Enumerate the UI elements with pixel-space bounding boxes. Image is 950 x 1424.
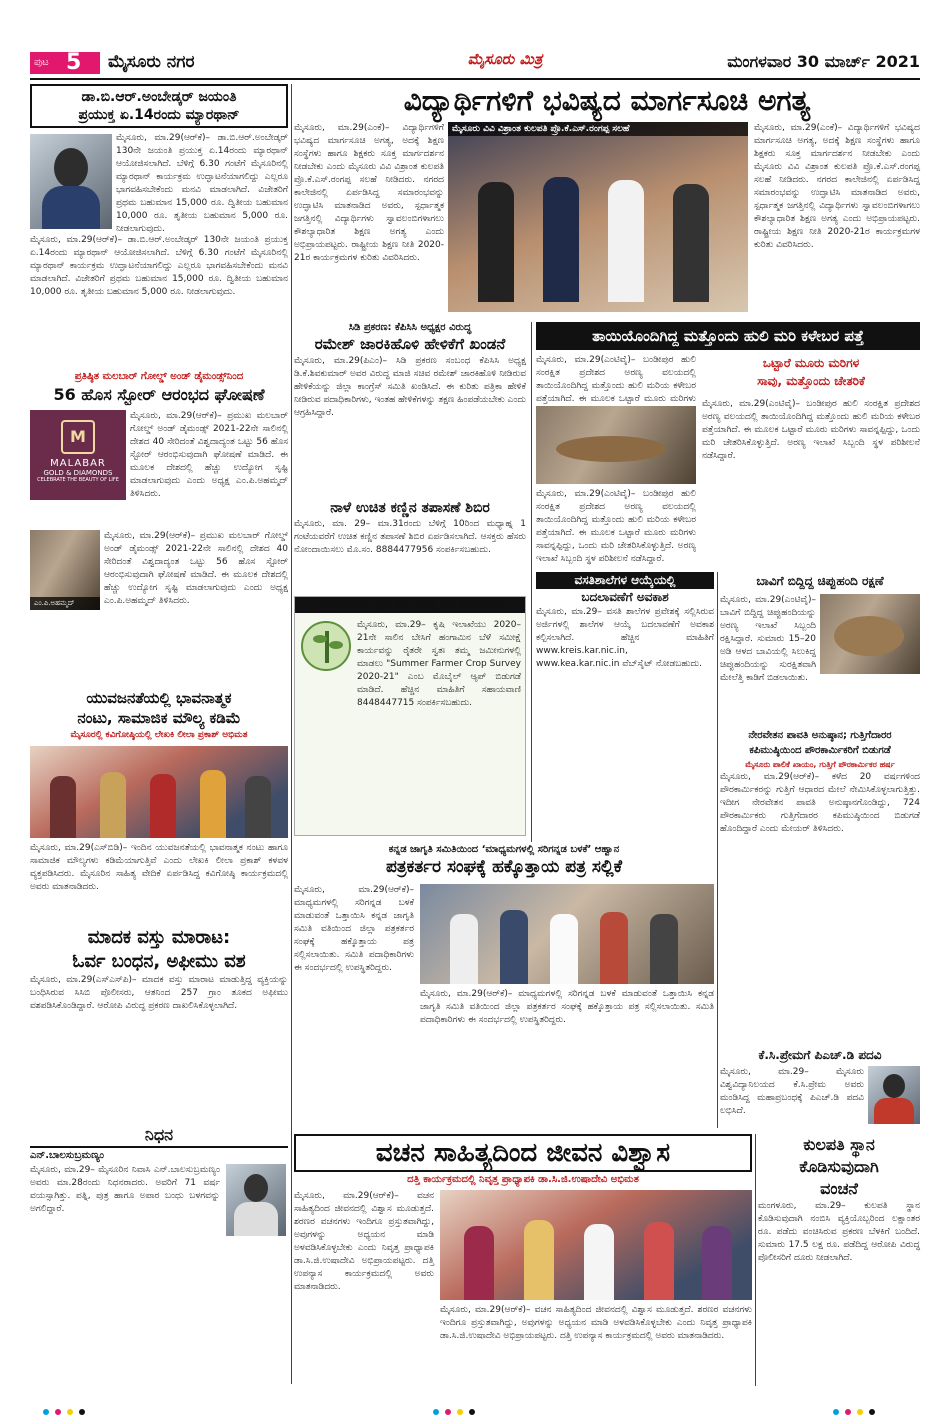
ambedkar-title-line1: ಡಾ.ಬಿ.ಆರ್.ಅಂಬೇಡ್ಕರ್ ಜಯಂತಿ (81, 89, 237, 105)
leopard-headline-bar (536, 322, 920, 350)
crop-survey-article (294, 596, 526, 836)
arrest-article (30, 926, 288, 1116)
youth-headline-line2: ನಂಟು, ಸಾಮಾಜಿಕ ಮೌಲ್ಯ ಕಡಿಮೆ (77, 709, 241, 727)
ambedkar-body: ಮೈಸೂರು, ಮಾ.29(ಆರ್‌ಕೆ)– ಡಾ.ಬಿ.ಆರ್.ಅಂಬೇಡ್ಕರ್ 130ನೇ ಜಯಂತಿ ಪ್ರಯುಕ್ತ ಏ.14ರಂದು ಮ್ಯಾರಥಾನ್ ಆಯೋಜಿಸಲಾಗಿದೆ. ಬೆಳಿಗ್ಗೆ 6.30 ಗಂಟೆಗೆ ಮೈಸೂರಿನಲ್ಲಿ ಮ್ಯಾರಥಾನ್ ಕಾರ್ಯಕ್ರಮ ಉದ್ಘಾಟನೆಯಾಗಲಿದ್ದು ಎಲ್ಲರೂ ಭಾಗವಹಿಸಬೇಕೆಂದು ಮನವಿ ಮಾಡಲಾಗಿದೆ. ವಿಜೇತರಿಗೆ ಪ್ರಥಮ ಬಹುಮಾನ 15,000 ರೂ. ದ್ವಿತೀಯ ಬಹುಮಾನ 10,000 ರೂ. ತೃತೀಯ ಬಹುಮಾನ 5,000 ರೂ. ನೀಡಲಾಗುವುದು. (116, 133, 288, 234)
registration-marks-right (830, 1400, 950, 1410)
arrest-headline-line1: ಮಾದಕ ವಸ್ತು ಮಾರಾಟ: (87, 927, 231, 948)
masthead (30, 48, 920, 78)
lead-article (294, 84, 920, 316)
eye-camp-article (294, 498, 526, 590)
malabar-body-continued: ಮೈಸೂರು, ಮಾ.29(ಆರ್‌ಕೆ)– ಪ್ರಮುಖ ಮಲಬಾರ್ ಗೋಲ್ಡ್ ಅಂಡ್ ಡೈಮಂಡ್ಸ್ 2021-22ನೇ ಸಾಲಿನಲ್ಲಿ ದೇಶದ 40 ಸೇರಿದಂತೆ ವಿಶ್ವದಾದ್ಯಂತ ಒಟ್ಟು 56 ಹೊಸ ಸ್ಟೋರ್ ಆರಂಭಿಸುವುದಾಗಿ ಘೋಷಣೆ ಮಾಡಿದೆ. ಈ ಮೂಲಕ ದೇಶದಲ್ಲಿ ಹೆಚ್ಚು ಉದ್ಯೋಗ ಸೃಷ್ಟಿ ಮಾಡಲಾಗುವುದು ಎಂದು ಅಧ್ಯಕ್ಷ ಎಂ.ಪಿ.ಅಹಮ್ಮದ್ ತಿಳಿಸಿದರು. (104, 531, 288, 606)
vachana-photo (440, 1190, 752, 1300)
malabar-logo-tagline: CELEBRATE THE BEAUTY OF LIFE (37, 477, 119, 483)
crop-survey-headline: ಬೆಳೆಗೆ ಹಂಗಾಮು ರೈತರ ಬೆಳೆ ಸಮೀಕ್ಷೆ ಆಪ್ ಡೌನ್‌ಲೋಡ್ (295, 597, 525, 613)
column-rule (291, 84, 292, 1384)
paper-name: ಮೈಸೂರು ಮಿತ್ರ (467, 50, 543, 68)
eye-camp-body: ಮೈಸೂರು, ಮಾ. 29– ಮಾ.31ರಂದು ಬೆಳಿಗ್ಗೆ 10ರಿಂದ ಮಧ್ಯಾಹ್ನ 1 ಗಂಟೆಯವರೆಗೆ ಉಚಿತ ಕಣ್ಣಿನ ತಪಾಸಣೆ ಶಿಬಿರ ಏರ್ಪಡಿಸಲಾಗಿದೆ. ಆಸಕ್ತರು ಹೆಸರು ನೋಂದಾಯಿಸಲು ಮೊ.ಸಂ. 8884477956 ಸಂಪರ್ಕಿಸಬಹುದು. (294, 519, 526, 555)
leopard-side-head-line2: ಸಾವು, ಮತ್ತೊಂದು ಚೇತರಿಕೆ (757, 374, 865, 388)
reservation-article (536, 572, 714, 838)
arrest-headline-line2: ಓರ್ವ ಬಂಧನ, ಅಫೀಮು ವಶ (72, 951, 246, 972)
leopard-headline: ತಾಯಿಯೊಂದಿಗಿದ್ದ ಮತ್ತೊಂದು ಹುಲಿ ಮರಿ ಕಳೇಬರ ಪತ್ತೆ (592, 327, 864, 345)
ambedkar-portrait (30, 134, 112, 229)
phd-headline: ಕೆ.ಸಿ.ಪ್ರೇಮಗೆ ಪಿಎಚ್.ಡಿ ಪದವಿ (758, 1048, 882, 1062)
malabar-kicker: ಪ್ರತಿಷ್ಠಿತ ಮಲಬಾರ್ ಗೋಲ್ಡ್ ಅಂಡ್ ಡೈಮಂಡ್ಸ್‌ನಿಂದ (74, 371, 244, 382)
pangolin-photo (820, 594, 920, 674)
pangolin-article (720, 572, 920, 722)
vachana-headline: ವಚನ ಸಾಹಿತ್ಯದಿಂದ ಜೀವನ ವಿಶ್ವಾಸ (375, 1138, 671, 1168)
pangolin-headline: ಬಾವಿಗೆ ಬಿದ್ದಿದ್ದ ಚಿಪ್ಪುಹಂದಿ ರಕ್ಷಣೆ (756, 574, 884, 588)
pourakarmika-article (720, 728, 920, 1038)
registration-marks-center (430, 1400, 550, 1410)
crop-survey-body: ಮೈಸೂರು, ಮಾ.29– ಕೃಷಿ ಇಲಾಖೆಯು 2020–21ನೇ ಸಾಲಿನ ಬೇಸಿಗೆ ಹಂಗಾಮಿನ ಬೆಳೆ ಸಮೀಕ್ಷೆ ಕಾರ್ಯವನ್ನು ರೈತರೇ ಸ್ವತಃ ತಮ್ಮ ಜಮೀನುಗಳಲ್ಲಿ ಮಾಡಲು "Summer Farmer Crop Survey 2020-21" ಎಂಬ ಮೊಬೈಲ್ ಆ್ಯಪ್ ಬಿಡುಗಡೆ ಮಾಡಿದೆ. ಹೆಚ್ಚಿನ ಮಾಹಿತಿಗೆ ಸಹಾಯವಾಣಿ 8448447715 ಸಂಪರ್ಕಿಸಬಹುದು. (357, 620, 521, 708)
reservation-headline-line2: ಬದಲಾವಣೆಗೆ ಅವಕಾಶ (581, 590, 669, 604)
pourakarmika-headline-line2: ಕಪಿಮುಷ್ಠಿಯಿಂದ ಪೌರಕಾರ್ಮಿಕರಿಗೆ ಬಿಡುಗಡೆ (749, 745, 891, 756)
column-rule (755, 1134, 756, 1386)
reservation-headline-line1: ವಸತಿಶಾಲೆಗಳ ಆಯ್ಕೆಯಲ್ಲಿ (536, 572, 714, 589)
obituary-body: ಮೈಸೂರು, ಮಾ.29– ಮೈಸೂರಿನ ನಿವಾಸಿ ಎನ್.ಬಾಲಸುಬ್ರಮಣ್ಯಂ ಅವರು ಮಾ.28ರಂದು ನಿಧನರಾದರು. ಅವರಿಗೆ 71 ವರ್ಷ ವಯಸ್ಸಾಗಿತ್ತು. ಪತ್ನಿ, ಪುತ್ರ ಹಾಗೂ ಅಪಾರ ಬಂಧು ಬಳಗವನ್ನು ಅಗಲಿದ್ದಾರೆ. (30, 1165, 220, 1214)
reservation-body: ಮೈಸೂರು, ಮಾ.29– ವಸತಿ ಶಾಲೆಗಳ ಪ್ರವೇಶಕ್ಕೆ ಸಲ್ಲಿಸಿರುವ ಅರ್ಜಿಗಳಲ್ಲಿ ಶಾಲೆಗಳ ಆಯ್ಕೆ ಬದಲಾವಣೆಗೆ ಅವಕಾಶ ಕಲ್ಪಿಸಲಾಗಿದೆ. ಹೆಚ್ಚಿನ ಮಾಹಿತಿಗೆ www.kreis.kar.nic.in, www.kea.kar.nic.in ವೆಬ್‌ಸೈಟ್ ನೋಡಬಹುದು. (536, 607, 714, 669)
vachana-headline-box (294, 1134, 752, 1172)
vachana-body-left: ಮೈಸೂರು, ಮಾ.29(ಆರ್‌ಕೆ)– ವಚನ ಸಾಹಿತ್ಯದಿಂದ ಜೀವನದಲ್ಲಿ ವಿಶ್ವಾಸ ಮೂಡುತ್ತದೆ. ಶರಣರ ವಚನಗಳು ಇಂದಿಗೂ ಪ್ರಸ್ತುತವಾಗಿದ್ದು, ಅವುಗಳನ್ನು ಅಧ್ಯಯನ ಮಾಡಿ ಅಳವಡಿಸಿಕೊಳ್ಳಬೇಕು ಎಂದು ನಿವೃತ್ತ ಪ್ರಾಧ್ಯಾಪಕಿ ಡಾ.ಸಿ.ಜಿ.ಉಷಾದೇವಿ ಅಭಿಪ್ರಾಯಪಟ್ಟರು. ದತ್ತಿ ಉಪನ್ಯಾಸ ಕಾರ್ಯಕ್ರಮದಲ್ಲಿ ಅವರು ಮಾತನಾಡಿದರು. (294, 1191, 434, 1292)
column-rule (531, 322, 532, 842)
phd-portrait (868, 1066, 920, 1124)
malabar-portrait (30, 530, 100, 610)
press-union-article (294, 844, 714, 1064)
vice-chancellor-article (758, 1134, 920, 1386)
lead-photo-caption: ಮೈಸೂರು ವಿವಿ ವಿಶ್ರಾಂತ ಕುಲಪತಿ ಪ್ರೊ.ಕೆ.ಎಸ್.ರಂಗಪ್ಪ ಸಲಹೆ (448, 122, 748, 136)
malabar-logo-line2: GOLD & DIAMONDS (43, 469, 113, 477)
youth-subhead: ಮೈಸೂರಲ್ಲಿ ಕವಿಗೋಷ್ಠಿಯಲ್ಲಿ ಲೇಖಕಿ ಲೀಲಾ ಪ್ರಕಾಶ್ ಅಭಿಮತ (70, 730, 248, 740)
youth-article (30, 688, 288, 918)
youth-body: ಮೈಸೂರು, ಮಾ.29(ಎಸ್‌ಬಿಡಿ)– ಇಂದಿನ ಯುವಜನತೆಯಲ್ಲಿ ಭಾವನಾತ್ಮಕ ನಂಟು ಹಾಗೂ ಸಾಮಾಜಿಕ ಮೌಲ್ಯಗಳು ಕಡಿಮೆಯಾಗುತ್ತಿವೆ ಎಂದು ಲೇಖಕಿ ಲೀಲಾ ಪ್ರಕಾಶ್ ಕಳವಳ ವ್ಯಕ್ತಪಡಿಸಿದರು. ಮೈಸೂರಿನ ಸಾಹಿತ್ಯ ವೇದಿಕೆ ಏರ್ಪಡಿಸಿದ್ದ ಕವಿಗೋಷ್ಠಿ ಕಾರ್ಯಕ್ರಮದಲ್ಲಿ ಅವರು ಮಾತನಾಡಿದರು. (30, 843, 288, 892)
vice-chancellor-headline-line1: ಕುಲಪತಿ ಸ್ಥಾನ (803, 1135, 875, 1154)
malabar-headline: 56 ಹೊಸ ಸ್ಟೋರ್ ಆರಂಭದ ಘೋಷಣೆ (53, 385, 265, 404)
page-number: 5 (66, 50, 82, 75)
malabar-portrait-caption: ಎಂ.ಪಿ.ಅಹಮ್ಮದ್ (30, 597, 100, 610)
leopard-body-middle: ಮೈಸೂರು, ಮಾ.29(ಎಂಟಿವೈ)– ಬಂಡೀಪುರ ಹುಲಿ ಸಂರಕ್ಷಿತ ಪ್ರದೇಶದ ಅರಣ್ಯ ವಲಯದಲ್ಲಿ ತಾಯಿಯೊಂದಿಗಿದ್ದ ಮತ್ತೊಂದು ಹುಲಿ ಮರಿಯ ಕಳೇಬರ ಪತ್ತೆಯಾಗಿದೆ. ಈ ಮೂಲಕ ಒಟ್ಟಾರೆ ಮೂರು ಮರಿಗಳು ಸಾವನ್ನಪ್ಪಿದ್ದು, ಒಂದು ಮರಿ ಚೇತರಿಸಿಕೊಳ್ಳುತ್ತಿದೆ. ಅರಣ್ಯ ಇಲಾಖೆ ಸಿಬ್ಬಂದಿ ಸ್ಥಳ ಪರಿಶೀಲನೆ ನಡೆಸಿದ್ದಾರೆ. (536, 489, 696, 564)
lead-headline: ವಿದ್ಯಾರ್ಥಿಗಳಿಗೆ ಭವಿಷ್ಯದ ಮಾರ್ಗಸೂಚಿ ಅಗತ್ಯ (403, 84, 811, 117)
malabar-logo: M MALABAR GOLD & DIAMONDS CELEBRATE THE BEAUTY OF LIFE (30, 410, 126, 500)
press-union-body-left: ಮೈಸೂರು, ಮಾ.29(ಆರ್‌ಕೆ)– ಮಾಧ್ಯಮಗಳಲ್ಲಿ ಸರಿಗನ್ನಡ ಬಳಕೆ ಮಾಡುವಂತೆ ಒತ್ತಾಯಿಸಿ ಕನ್ನಡ ಜಾಗೃತಿ ಸಮಿತಿ ವತಿಯಿಂದ ಜಿಲ್ಲಾ ಪತ್ರಕರ್ತರ ಸಂಘಕ್ಕೆ ಹಕ್ಕೊತ್ತಾಯ ಪತ್ರ ಸಲ್ಲಿಸಲಾಯಿತು. ಸಮಿತಿ ಪದಾಧಿಕಾರಿಗಳು ಈ ಸಂದರ್ಭದಲ್ಲಿ ಉಪಸ್ಥಿತರಿದ್ದರು. (294, 885, 414, 973)
press-union-photo (420, 884, 714, 984)
crop-survey-icon (301, 621, 351, 671)
vachana-subhead: ದತ್ತಿ ಕಾರ್ಯಕ್ರಮದಲ್ಲಿ ನಿವೃತ್ತ ಪ್ರಾಧ್ಯಾಪಕಿ ಡಾ.ಸಿ.ಜಿ.ಉಷಾದೇವಿ ಅಭಿಮತ (407, 1174, 639, 1185)
ambedkar-title-line2: ಪ್ರಯುಕ್ತ ಏ.14ರಂದು ಮ್ಯಾರಥಾನ್ (78, 107, 240, 123)
section-title: ಮೈಸೂರು ನಗರ (108, 52, 195, 72)
obituary-name: ಎನ್.ಬಾಲಸುಬ್ರಮಣ್ಯಂ (30, 1150, 104, 1161)
ambedkar-body-continued: ಮೈಸೂರು, ಮಾ.29(ಆರ್‌ಕೆ)– ಡಾ.ಬಿ.ಆರ್.ಅಂಬೇಡ್ಕರ್ 130ನೇ ಜಯಂತಿ ಪ್ರಯುಕ್ತ ಏ.14ರಂದು ಮ್ಯಾರಥಾನ್ ಆಯೋಜಿಸಲಾಗಿದೆ. ಬೆಳಿಗ್ಗೆ 6.30 ಗಂಟೆಗೆ ಮೈಸೂರಿನಲ್ಲಿ ಮ್ಯಾರಥಾನ್ ಕಾರ್ಯಕ್ರಮ ಉದ್ಘಾಟನೆಯಾಗಲಿದ್ದು ಎಲ್ಲರೂ ಭಾಗವಹಿಸಬೇಕೆಂದು ಮನವಿ ಮಾಡಲಾಗಿದೆ. ವಿಜೇತರಿಗೆ ಪ್ರಥಮ ಬಹುಮಾನ 15,000 ರೂ. ದ್ವಿತೀಯ ಬಹುಮಾನ 10,000 ರೂ. ತೃತೀಯ ಬಹುಮಾನ 5,000 ರೂ. ನೀಡಲಾಗುವುದು. (30, 235, 288, 297)
page-label: ಪುಟ (34, 57, 49, 68)
youth-photo (30, 746, 288, 838)
pangolin-body: ಮೈಸೂರು, ಮಾ.29(ಎಂಟಿವೈ)– ಬಾವಿಗೆ ಬಿದ್ದಿದ್ದ ಚಿಪ್ಪುಹಂದಿಯನ್ನು ಅರಣ್ಯ ಇಲಾಖೆ ಸಿಬ್ಬಂದಿ ರಕ್ಷಿಸಿದ್ದಾರೆ. ಸುಮಾರು 15–20 ಅಡಿ ಆಳದ ಬಾವಿಯಲ್ಲಿ ಸಿಲುಕಿದ್ದ ಚಿಪ್ಪುಹಂದಿಯನ್ನು ಸುರಕ್ಷಿತವಾಗಿ ಮೇಲೆತ್ತಿ ಕಾಡಿಗೆ ಬಿಡಲಾಯಿತು. (720, 595, 816, 683)
lead-photo (448, 122, 748, 312)
ambedkar-article (30, 84, 288, 362)
youth-headline-line1: ಯುವಜನತೆಯಲ್ಲಿ ಭಾವನಾತ್ಮಕ (86, 689, 232, 707)
leopard-article (536, 354, 920, 564)
pourakarmika-headline-line1: ನೇರವೇತನ ಪಾವತಿ ಅನುಷ್ಠಾನ; ಗುತ್ತಿಗೆದಾರರ (748, 730, 892, 741)
vachana-body-right: ಮೈಸೂರು, ಮಾ.29(ಆರ್‌ಕೆ)– ವಚನ ಸಾಹಿತ್ಯದಿಂದ ಜೀವನದಲ್ಲಿ ವಿಶ್ವಾಸ ಮೂಡುತ್ತದೆ. ಶರಣರ ವಚನಗಳು ಇಂದಿಗೂ ಪ್ರಸ್ತುತವಾಗಿದ್ದು, ಅವುಗಳನ್ನು ಅಧ್ಯಯನ ಮಾಡಿ ಅಳವಡಿಸಿಕೊಳ್ಳಬೇಕು ಎಂದು ನಿವೃತ್ತ ಪ್ರಾಧ್ಯಾಪಕಿ ಡಾ.ಸಿ.ಜಿ.ಉಷಾದೇವಿ ಅಭಿಪ್ರಾಯಪಟ್ಟರು. ದತ್ತಿ ಉಪನ್ಯಾಸ ಕಾರ್ಯಕ್ರಮದಲ್ಲಿ ಅವರು ಮಾತನಾಡಿದರು. (440, 1305, 752, 1341)
press-union-kicker: ಕನ್ನಡ ಜಾಗೃತಿ ಸಮಿತಿಯಿಂದ ‘ಮಾಧ್ಯಮಗಳಲ್ಲಿ ಸರಿಗನ್ನಡ ಬಳಕೆ’ ಆಹ್ವಾನ (388, 844, 620, 855)
leopard-photo (536, 406, 696, 484)
arrest-body: ಮೈಸೂರು, ಮಾ.29(ಎಸ್‌ಎಸ್‌ಪಿ)– ಮಾದಕ ವಸ್ತು ಮಾರಾಟ ಮಾಡುತ್ತಿದ್ದ ವ್ಯಕ್ತಿಯನ್ನು ಬಂಧಿಸಿರುವ ಸಿಸಿಬಿ ಪೊಲೀಸರು, ಆತನಿಂದ 257 ಗ್ರಾಂ ತೂಕದ ಅಫೀಮು ವಶಪಡಿಸಿಕೊಂಡಿದ್ದಾರೆ. ಆರೋಪಿ ವಿರುದ್ಧ ಪ್ರಕರಣ ದಾಖಲಿಸಿಕೊಳ್ಳಲಾಗಿದೆ. (30, 975, 288, 1011)
column-rule (717, 572, 718, 1128)
obituary-portrait (226, 1164, 286, 1236)
ramesh-article (294, 322, 526, 492)
press-union-body-right: ಮೈಸೂರು, ಮಾ.29(ಆರ್‌ಕೆ)– ಮಾಧ್ಯಮಗಳಲ್ಲಿ ಸರಿಗನ್ನಡ ಬಳಕೆ ಮಾಡುವಂತೆ ಒತ್ತಾಯಿಸಿ ಕನ್ನಡ ಜಾಗೃತಿ ಸಮಿತಿ ವತಿಯಿಂದ ಜಿಲ್ಲಾ ಪತ್ರಕರ್ತರ ಸಂಘಕ್ಕೆ ಹಕ್ಕೊತ್ತಾಯ ಪತ್ರ ಸಲ್ಲಿಸಲಾಯಿತು. ಸಮಿತಿ ಪದಾಧಿಕಾರಿಗಳು ಈ ಸಂದರ್ಭದಲ್ಲಿ ಉಪಸ್ಥಿತರಿದ್ದರು. (420, 989, 714, 1025)
leopard-side-head-line1: ಒಟ್ಟಾರೆ ಮೂರು ಮರಿಗಳ (762, 356, 860, 370)
vice-chancellor-headline-line2: ಕೊಡಿಸುವುದಾಗಿ (799, 1157, 879, 1176)
ramesh-headline: ರಮೇಶ್ ಜಾರಕಿಹೊಳಿ ಹೇಳಿಕೆಗೆ ಖಂಡನೆ (314, 335, 506, 353)
vice-chancellor-headline-line3: ವಂಚನೆ (820, 1179, 858, 1198)
vice-chancellor-body: ಮಂಗಳೂರು, ಮಾ.29– ಕುಲಪತಿ ಸ್ಥಾನ ಕೊಡಿಸುವುದಾಗಿ ನಂಬಿಸಿ ವ್ಯಕ್ತಿಯೊಬ್ಬರಿಂದ ಲಕ್ಷಾಂತರ ರೂ. ಪಡೆದು ವಂಚಿಸಿರುವ ಪ್ರಕರಣ ಬೆಳಕಿಗೆ ಬಂದಿದೆ. ಸುಮಾರು 17.5 ಲಕ್ಷ ರೂ. ಪಡೆದಿದ್ದ ಆರೋಪಿ ವಿರುದ್ಧ ಪೊಲೀಸರಿಗೆ ದೂರು ನೀಡಲಾಗಿದೆ. (758, 1201, 920, 1263)
leopard-body-left: ಮೈಸೂರು, ಮಾ.29(ಎಂಟಿವೈ)– ಬಂಡೀಪುರ ಹುಲಿ ಸಂರಕ್ಷಿತ ಪ್ರದೇಶದ ಅರಣ್ಯ ವಲಯದಲ್ಲಿ ತಾಯಿಯೊಂದಿಗಿದ್ದ ಮತ್ತೊಂದು ಹುಲಿ ಮರಿಯ ಕಳೇಬರ ಪತ್ತೆಯಾಗಿದೆ. ಈ ಮೂಲಕ ಒಟ್ಟಾರೆ ಮೂರು ಮರಿಗಳು (536, 355, 696, 404)
date-line: ಮಂಗಳವಾರ 30 ಮಾರ್ಚ್ 2021 (727, 52, 920, 71)
phd-body: ಮೈಸೂರು, ಮಾ.29– ಮೈಸೂರು ವಿಶ್ವವಿದ್ಯಾನಿಲಯದ ಕೆ.ಸಿ.ಪ್ರೇಮ ಅವರು ಮಂಡಿಸಿದ್ದ ಮಹಾಪ್ರಬಂಧಕ್ಕೆ ಪಿಎಚ್.ಡಿ ಪದವಿ ಲಭಿಸಿದೆ. (720, 1067, 864, 1116)
ambedkar-headline (30, 84, 288, 128)
malabar-article (30, 370, 288, 680)
page-number-tab (30, 52, 100, 74)
obituary-article (30, 1124, 288, 1384)
registration-marks-left (40, 1400, 160, 1410)
ramesh-kicker: ಸಿಡಿ ಪ್ರಕರಣ: ಕೆಪಿಸಿಸಿ ಅಧ್ಯಕ್ಷರ ವಿರುದ್ಧ (348, 322, 472, 333)
obituary-header: ನಿಧನ (30, 1124, 288, 1148)
leopard-side-head (702, 354, 920, 394)
masthead-rule (30, 78, 920, 80)
phd-article (720, 1046, 920, 1126)
lead-body-left: ಮೈಸೂರು, ಮಾ.29(ಎಂಕೆ)– ವಿದ್ಯಾರ್ಥಿಗಳಿಗೆ ಭವಿಷ್ಯದ ಮಾರ್ಗಸೂಚಿ ಅಗತ್ಯ, ಅದಕ್ಕೆ ಶಿಕ್ಷಣ ಸಂಸ್ಥೆಗಳು ಹಾಗೂ ಶಿಕ್ಷಕರು ಸೂಕ್ತ ಮಾರ್ಗದರ್ಶನ ನೀಡಬೇಕು ಎಂದು ಮೈಸೂರು ವಿವಿ ವಿಶ್ರಾಂತ ಕುಲಪತಿ ಪ್ರೊ.ಕೆ.ಎಸ್.ರಂಗಪ್ಪ ಸಲಹೆ ನೀಡಿದರು. ನಗರದ ಕಾಲೇಜಿನಲ್ಲಿ ಏರ್ಪಡಿಸಿದ್ದ ಸಮಾರಂಭವನ್ನು ಉದ್ಘಾಟಿಸಿ ಮಾತನಾಡಿದ ಅವರು, ಸ್ಪರ್ಧಾತ್ಮಕ ಜಗತ್ತಿನಲ್ಲಿ ವಿದ್ಯಾರ್ಥಿಗಳು ಸ್ವಾವಲಂಬಿಗಳಾಗಲು ಕೌಶಲ್ಯಾಧಾರಿತ ಶಿಕ್ಷಣ ಅಗತ್ಯ ಎಂದು ಅಭಿಪ್ರಾಯಪಟ್ಟರು. ರಾಷ್ಟ್ರೀಯ ಶಿಕ್ಷಣ ನೀತಿ 2020-21ರ ಕಾರ್ಯಕ್ರಮಗಳ ಕುರಿತು ವಿವರಿಸಿದರು. (294, 123, 444, 263)
leopard-body-right: ಮೈಸೂರು, ಮಾ.29(ಎಂಟಿವೈ)– ಬಂಡೀಪುರ ಹುಲಿ ಸಂರಕ್ಷಿತ ಪ್ರದೇಶದ ಅರಣ್ಯ ವಲಯದಲ್ಲಿ ತಾಯಿಯೊಂದಿಗಿದ್ದ ಮತ್ತೊಂದು ಹುಲಿ ಮರಿಯ ಕಳೇಬರ ಪತ್ತೆಯಾಗಿದೆ. ಈ ಮೂಲಕ ಒಟ್ಟಾರೆ ಮೂರು ಮರಿಗಳು ಸಾವನ್ನಪ್ಪಿದ್ದು, ಒಂದು ಮರಿ ಚೇತರಿಸಿಕೊಳ್ಳುತ್ತಿದೆ. ಅರಣ್ಯ ಇಲಾಖೆ ಸಿಬ್ಬಂದಿ ಸ್ಥಳ ಪರಿಶೀಲನೆ ನಡೆಸಿದ್ದಾರೆ. (702, 399, 920, 461)
pourakarmika-body: ಮೈಸೂರು, ಮಾ.29(ಆರ್‌ಕೆ)– ಕಳೆದ 20 ವರ್ಷಗಳಿಂದ ಪೌರಕಾರ್ಮಿಕರನ್ನು ಗುತ್ತಿಗೆ ಆಧಾರದ ಮೇಲೆ ನೇಮಿಸಿಕೊಳ್ಳಲಾಗುತ್ತಿತ್ತು. ಇದೀಗ ನೇರವೇತನ ಪಾವತಿ ಅನುಷ್ಠಾನಗೊಂಡಿದ್ದು, 724 ಪೌರಕಾರ್ಮಿಕರು ಗುತ್ತಿಗೆದಾರರ ಕಪಿಮುಷ್ಠಿಯಿಂದ ಬಿಡುಗಡೆ ಹೊಂದಿದ್ದಾರೆ ಎಂದು ಮೇಯರ್ ತಿಳಿಸಿದರು. (720, 772, 920, 834)
malabar-body: ಮೈಸೂರು, ಮಾ.29(ಆರ್‌ಕೆ)– ಪ್ರಮುಖ ಮಲಬಾರ್ ಗೋಲ್ಡ್ ಅಂಡ್ ಡೈಮಂಡ್ಸ್ 2021-22ನೇ ಸಾಲಿನಲ್ಲಿ ದೇಶದ 40 ಸೇರಿದಂತೆ ವಿಶ್ವದಾದ್ಯಂತ ಒಟ್ಟು 56 ಹೊಸ ಸ್ಟೋರ್ ಆರಂಭಿಸುವುದಾಗಿ ಘೋಷಣೆ ಮಾಡಿದೆ. ಈ ಮೂಲಕ ದೇಶದಲ್ಲಿ ಹೆಚ್ಚು ಉದ್ಯೋಗ ಸೃಷ್ಟಿ ಮಾಡಲಾಗುವುದು ಎಂದು ಅಧ್ಯಕ್ಷ ಎಂ.ಪಿ.ಅಹಮ್ಮದ್ ತಿಳಿಸಿದರು. (130, 411, 288, 499)
ramesh-body: ಮೈಸೂರು, ಮಾ.29(ಪಿಎಂ)– ಸಿಡಿ ಪ್ರಕರಣ ಸಂಬಂಧ ಕೆಪಿಸಿಸಿ ಅಧ್ಯಕ್ಷ ಡಿ.ಕೆ.ಶಿವಕುಮಾರ್ ಅವರ ವಿರುದ್ಧ ಮಾಜಿ ಸಚಿವ ರಮೇಶ್ ಜಾರಕಿಹೊಳಿ ನೀಡಿರುವ ಹೇಳಿಕೆಯನ್ನು ಜಿಲ್ಲಾ ಕಾಂಗ್ರೆಸ್ ಸಮಿತಿ ಖಂಡಿಸಿದೆ. ಈ ಕುರಿತು ಪತ್ರಿಕಾ ಹೇಳಿಕೆ ನೀಡಿರುವ ಪದಾಧಿಕಾರಿಗಳು, ಇಂತಹ ಹೇಳಿಕೆಗಳನ್ನು ತಕ್ಷಣ ಹಿಂಪಡೆಯಬೇಕು ಎಂದು ಆಗ್ರಹಿಸಿದ್ದಾರೆ. (294, 356, 526, 418)
vachana-article (294, 1134, 752, 1386)
eye-camp-headline: ನಾಳೆ ಉಚಿತ ಕಣ್ಣಿನ ತಪಾಸಣೆ ಶಿಬಿರ (330, 500, 490, 516)
malabar-logo-line1: MALABAR (50, 458, 106, 469)
press-union-headline: ಪತ್ರಕರ್ತರ ಸಂಘಕ್ಕೆ ಹಕ್ಕೊತ್ತಾಯ ಪತ್ರ ಸಲ್ಲಿಕೆ (385, 857, 623, 877)
lead-body-right: ಮೈಸೂರು, ಮಾ.29(ಎಂಕೆ)– ವಿದ್ಯಾರ್ಥಿಗಳಿಗೆ ಭವಿಷ್ಯದ ಮಾರ್ಗಸೂಚಿ ಅಗತ್ಯ, ಅದಕ್ಕೆ ಶಿಕ್ಷಣ ಸಂಸ್ಥೆಗಳು ಹಾಗೂ ಶಿಕ್ಷಕರು ಸೂಕ್ತ ಮಾರ್ಗದರ್ಶನ ನೀಡಬೇಕು ಎಂದು ಮೈಸೂರು ವಿವಿ ವಿಶ್ರಾಂತ ಕುಲಪತಿ ಪ್ರೊ.ಕೆ.ಎಸ್.ರಂಗಪ್ಪ ಸಲಹೆ ನೀಡಿದರು. ನಗರದ ಕಾಲೇಜಿನಲ್ಲಿ ಏರ್ಪಡಿಸಿದ್ದ ಸಮಾರಂಭವನ್ನು ಉದ್ಘಾಟಿಸಿ ಮಾತನಾಡಿದ ಅವರು, ಸ್ಪರ್ಧಾತ್ಮಕ ಜಗತ್ತಿನಲ್ಲಿ ವಿದ್ಯಾರ್ಥಿಗಳು ಸ್ವಾವಲಂಬಿಗಳಾಗಲು ಕೌಶಲ್ಯಾಧಾರಿತ ಶಿಕ್ಷಣ ಅಗತ್ಯ ಎಂದು ಅಭಿಪ್ರಾಯಪಟ್ಟರು. ರಾಷ್ಟ್ರೀಯ ಶಿಕ್ಷಣ ನೀತಿ 2020-21ರ ಕಾರ್ಯಕ್ರಮಗಳ ಕುರಿತು ವಿವರಿಸಿದರು. (754, 123, 920, 250)
pourakarmika-subhead: ಮೈಸೂರು ಪಾಲಿಕೆ ಖಾಯಂ, ಗುತ್ತಿಗೆ ಪೌರಕಾರ್ಮಿಕರ ಹರ್ಷ (745, 760, 895, 769)
